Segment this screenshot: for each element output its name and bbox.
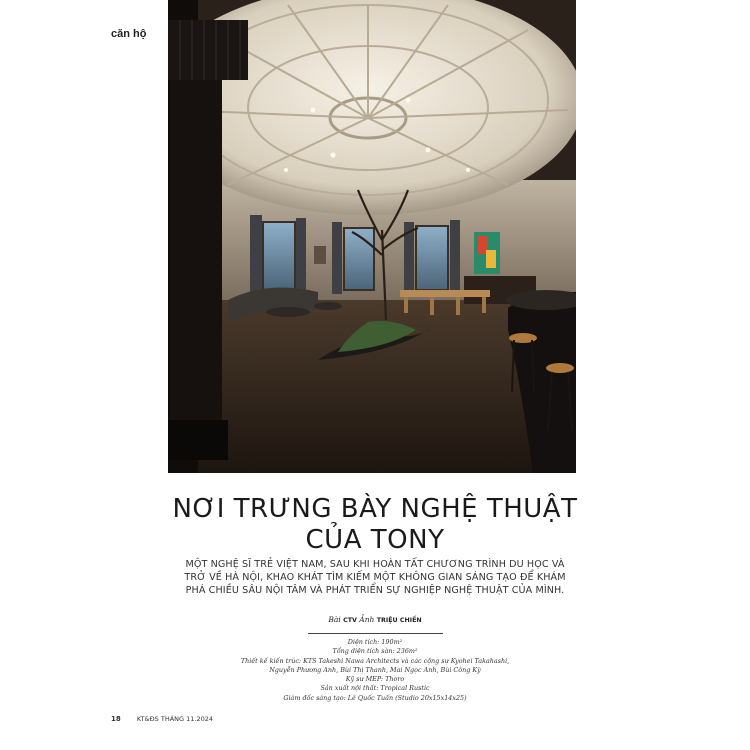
article-lede [182,558,568,597]
byline-photo-author: TRIỆU CHIẾN [376,617,422,624]
credit-line: Nguyễn Phương Anh, Bùi Thị Thanh, Mai Ngọc Anh, Bùi Công Kỳ [269,665,481,674]
credit-line: Tổng diện tích sàn: 236m² [332,647,418,656]
publication-name: KT&ĐS THÁNG 11.2024 [136,715,214,723]
credit-line: Thiết kế kiến trúc: KTS Takeshi Nawa Architects và các cộng sự Kyohei Takahashi, [240,656,510,665]
article-title-line: NƠI TRƯNG BÀY NGHỆ THUẬT [172,494,578,524]
hero-photo [168,0,576,473]
lede-line: PHÁ CHIỀU SÂU NỘI TÂM VÀ PHÁT TRIỂN SỰ NGHIỆP NGHỆ THUẬT CỦA MÌNH. [185,585,565,596]
divider [308,633,443,634]
credit-line: Giám đốc sáng tạo: Lê Quốc Tuấn (Studio 20x15x14x25) [283,693,467,702]
lede-line: MỘT NGHỆ SĨ TRẺ VIỆT NAM, SAU KHI HOÀN TẤT CHƯƠNG TRÌNH DU HỌC VÀ [185,559,565,570]
byline [200,615,550,624]
credit-line: Kỹ sư MEP: Thoro [345,675,405,684]
section-label: căn hộ [111,28,147,40]
credit-line: Diện tích: 190m² [347,638,403,646]
byline-text-prefix: Bài [328,615,341,624]
page-number: 18 [111,715,121,723]
credit-line: Sản xuất nội thất: Tropical Rustic [320,684,430,693]
page-footer [111,715,213,723]
byline-text-author: CTV [343,617,357,624]
article-title-line: CỦA TONY [305,525,445,555]
article-title [120,494,630,556]
project-credits [200,638,550,703]
interior-illustration [168,0,576,473]
lede-line: TRỞ VỀ HÀ NỘI, KHAO KHÁT TÌM KIẾM MỘT KHÔNG GIAN SÁNG TẠO ĐỂ KHÁM [184,572,566,583]
byline-photo-prefix: Ảnh [359,615,375,624]
